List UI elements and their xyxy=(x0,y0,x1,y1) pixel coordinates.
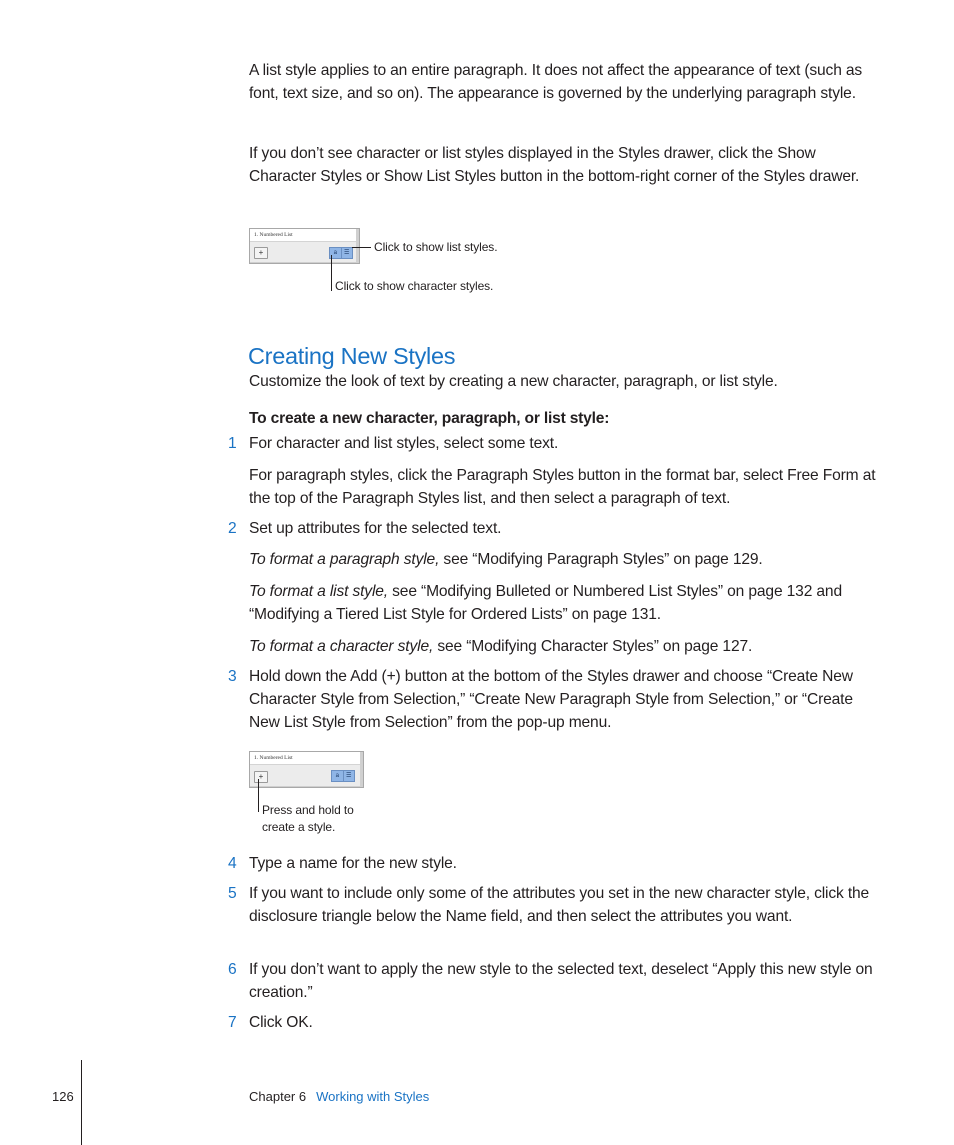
intro-paragraph-1: A list style applies to an entire paragraph. It does not affect the appearance of text (such as font, text size, and so on). The appearance is governed by the underlying paragraph style. xyxy=(249,62,863,102)
footer-rule xyxy=(81,1060,82,1145)
drawer-edge xyxy=(356,229,359,263)
step-number-3: 3 xyxy=(228,668,237,685)
procedure-title: To create a new character, paragraph, or list style: xyxy=(249,410,610,427)
section-heading: Creating New Styles xyxy=(248,343,456,369)
styles-drawer-screenshot-1 xyxy=(249,228,360,264)
numbered-list-row: 1. Numbered List xyxy=(250,752,363,765)
show-list-styles-button[interactable]: ☰ xyxy=(343,771,355,781)
chapter-label: Chapter 6 xyxy=(249,1089,307,1104)
chapter-title-link[interactable]: Working with Styles xyxy=(316,1089,430,1104)
add-style-button[interactable] xyxy=(254,771,268,783)
step-1-text: For character and list styles, select some text. xyxy=(249,435,559,452)
step-6-text: If you don’t want to apply the new style to the selected text, deselect “Apply this new style on creation.” xyxy=(249,961,873,1001)
step-number-5: 5 xyxy=(228,885,237,902)
intro-paragraph-2: If you don’t see character or list styles displayed in the Styles drawer, click the Show Character Styles or Show List Styles button in the bottom-right corner of the Styles drawer. xyxy=(249,145,860,185)
page-number: 126 xyxy=(52,1089,74,1104)
add-style-button[interactable] xyxy=(254,247,268,259)
character-style-lead: To format a character style, xyxy=(249,638,434,655)
step-3-text: Hold down the Add (+) button at the bottom of the Styles drawer and choose “Create New Character Style from Selection,” “Create New Paragraph Style from Selection,” or “Create New List Style from Selection” from the pop-up menu. xyxy=(249,668,853,731)
show-character-styles-button[interactable]: a xyxy=(333,250,337,256)
show-styles-buttons xyxy=(329,247,353,259)
footer-chapter xyxy=(249,1088,429,1106)
step-1-detail: For paragraph styles, click the Paragraph Styles button in the format bar, select Free Form at the top of the Paragraph Styles list, and then select a paragraph of text. xyxy=(249,467,876,507)
step-5-text: If you want to include only some of the attributes you set in the new character style, click the disclosure triangle below the Name field, and then select the attributes you want. xyxy=(249,885,870,925)
section-intro: Customize the look of text by creating a new character, paragraph, or list style. xyxy=(249,373,778,390)
callout-line-add xyxy=(258,779,259,812)
plus-icon: + xyxy=(258,248,264,257)
styles-drawer-screenshot-2 xyxy=(249,751,364,788)
list-style-reference: see “Modifying Bulleted or Numbered List Styles” on page 132 and “Modifying a Tiered List Style for Ordered Lists” on page 131. xyxy=(249,583,842,623)
step-7-text: Click OK. xyxy=(249,1014,313,1031)
character-style-reference: see “Modifying Character Styles” on page 127. xyxy=(433,638,753,655)
numbered-list-row: 1. Numbered List xyxy=(250,229,359,242)
list-style-lead: To format a list style, xyxy=(249,583,388,600)
step-number-7: 7 xyxy=(228,1014,237,1031)
drawer-edge xyxy=(360,752,363,787)
callout-press-and-hold: Press and hold to xyxy=(262,803,354,817)
paragraph-style-reference: see “Modifying Paragraph Styles” on page 129. xyxy=(439,551,763,568)
step-4-text: Type a name for the new style. xyxy=(249,855,457,872)
callout-show-character-styles: Click to show character styles. xyxy=(335,279,494,293)
step-2-text: Set up attributes for the selected text. xyxy=(249,520,502,537)
show-list-styles-button[interactable]: ☰ xyxy=(341,248,353,258)
plus-icon: + xyxy=(258,772,264,781)
callout-show-list-styles: Click to show list styles. xyxy=(374,240,498,254)
step-number-2: 2 xyxy=(228,520,237,537)
show-styles-buttons xyxy=(331,770,355,782)
step-2-paragraph-style-note xyxy=(249,548,879,571)
step-number-6: 6 xyxy=(228,961,237,978)
step-number-1: 1 xyxy=(228,435,237,452)
show-character-styles-button[interactable]: a xyxy=(335,773,339,779)
step-2-character-style-note xyxy=(249,635,879,658)
step-number-4: 4 xyxy=(228,855,237,872)
callout-line-list xyxy=(352,247,371,248)
callout-create-style: create a style. xyxy=(262,820,336,834)
step-2-list-style-note xyxy=(249,580,879,626)
callout-line-character xyxy=(331,255,332,291)
paragraph-style-lead: To format a paragraph style, xyxy=(249,551,440,568)
